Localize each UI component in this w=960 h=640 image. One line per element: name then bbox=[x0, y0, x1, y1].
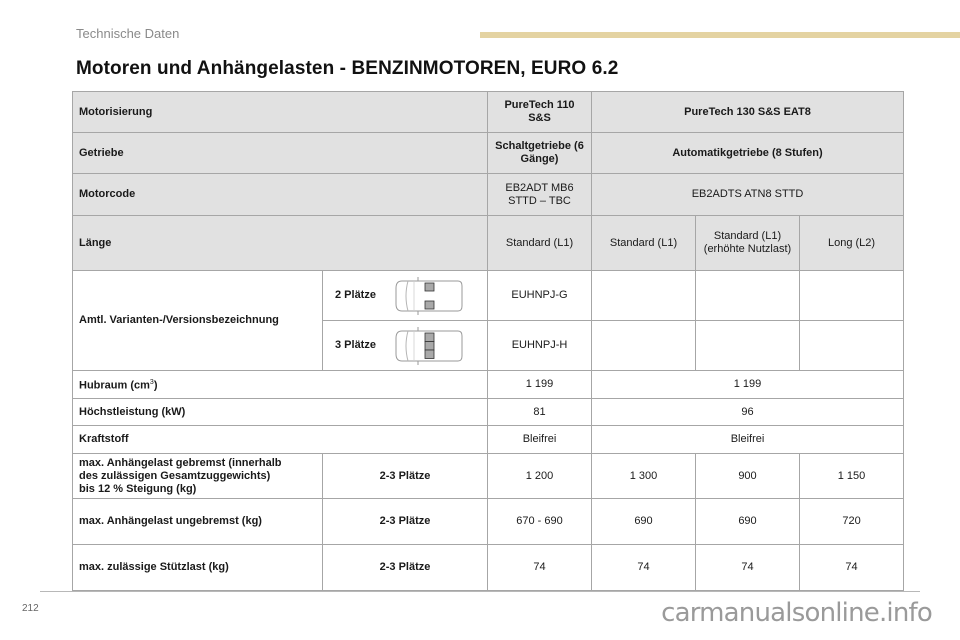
table-row-kraftstoff bbox=[73, 426, 904, 454]
cell-ungebremst-2: 690 bbox=[592, 499, 696, 545]
cell-ungebremst-3: 690 bbox=[696, 499, 800, 545]
header-accent-bar bbox=[480, 32, 960, 38]
cell-gebremst-3: 900 bbox=[696, 454, 800, 499]
cell-kraftstoff-2: Bleifrei bbox=[592, 426, 904, 454]
seat-config-cell bbox=[323, 271, 488, 321]
seat-label: 2 Plätze bbox=[335, 289, 376, 301]
table-row-getriebe bbox=[73, 133, 904, 174]
table-row-variante-2 bbox=[73, 271, 904, 321]
cell-hubraum-2: 1 199 bbox=[592, 371, 904, 399]
van-3-seats-icon bbox=[394, 326, 464, 366]
cell-stuetzlast-4: 74 bbox=[800, 545, 904, 591]
table-row-hubraum bbox=[73, 371, 904, 399]
cell-empty bbox=[800, 271, 904, 321]
cell-empty bbox=[696, 321, 800, 371]
page-number: 212 bbox=[22, 603, 39, 614]
row-label: max. zulässige Stützlast (kg) bbox=[73, 545, 323, 591]
cell-variante-h: EUHNPJ-H bbox=[488, 321, 592, 371]
cell-puretech-110: PureTech 110 S&S bbox=[488, 92, 592, 133]
footer-divider bbox=[40, 591, 920, 592]
row-label: Hubraum $(cm^3)$ bbox=[73, 371, 488, 399]
laenge-3-line1: Standard (L1) bbox=[713, 230, 782, 242]
seat-config-cell bbox=[323, 321, 488, 371]
cell-stuetzlast-3: 74 bbox=[696, 545, 800, 591]
seat-label: 3 Plätze bbox=[335, 339, 376, 351]
table-row-leistung bbox=[73, 399, 904, 426]
cell-motorcode-1 bbox=[488, 174, 592, 216]
cell-automatikgetriebe: Automatikgetriebe (8 Stufen) bbox=[592, 133, 904, 174]
cell-gebremst-1: 1 200 bbox=[488, 454, 592, 499]
cell-variante-g: EUHNPJ-G bbox=[488, 271, 592, 321]
cell-puretech-130: PureTech 130 S&S EAT8 bbox=[592, 92, 904, 133]
cell-gebremst-2: 1 300 bbox=[592, 454, 696, 499]
cell-ungebremst-4: 720 bbox=[800, 499, 904, 545]
seat-label: 2-3 Plätze bbox=[323, 454, 488, 499]
cell-leistung-2: 96 bbox=[592, 399, 904, 426]
table-row-ungebremst bbox=[73, 499, 904, 545]
cell-stuetzlast-1: 74 bbox=[488, 545, 592, 591]
cell-empty bbox=[592, 271, 696, 321]
cell-hubraum-1: 1 199 bbox=[488, 371, 592, 399]
cell-motorcode-2: EB2ADTS ATN8 STTD bbox=[592, 174, 904, 216]
motorcode-line1: EB2ADT MB6 bbox=[505, 181, 574, 194]
cell-stuetzlast-2: 74 bbox=[592, 545, 696, 591]
row-label: Kraftstoff bbox=[73, 426, 488, 454]
cell-laenge-4: Long (L2) bbox=[800, 216, 904, 271]
row-label: max. Anhängelast gebremst (innerhalb des zulässigen Gesamtzuggewichts) bis 12 % Steigung (kg) bbox=[73, 454, 323, 499]
row-label: Motorisierung bbox=[73, 92, 488, 133]
cell-laenge-3 bbox=[696, 216, 800, 271]
cell-empty bbox=[592, 321, 696, 371]
table-row-stuetzlast bbox=[73, 545, 904, 591]
cell-empty bbox=[800, 321, 904, 371]
motorcode-line2: STTD – TBC bbox=[508, 194, 571, 207]
cell-empty bbox=[696, 271, 800, 321]
table-row-motorisierung bbox=[73, 92, 904, 133]
row-label: Höchstleistung (kW) bbox=[73, 399, 488, 426]
cell-kraftstoff-1: Bleifrei bbox=[488, 426, 592, 454]
seat-label: 2-3 Plätze bbox=[323, 545, 488, 591]
cell-laenge-2: Standard (L1) bbox=[592, 216, 696, 271]
cell-laenge-1: Standard (L1) bbox=[488, 216, 592, 271]
cell-gebremst-4: 1 150 bbox=[800, 454, 904, 499]
row-label: Motorcode bbox=[73, 174, 488, 216]
page-title: Motoren und Anhängelasten - BENZINMOTOREN, EURO 6.2 bbox=[76, 58, 619, 79]
row-label: Länge bbox=[73, 216, 488, 271]
laenge-3-line2: (erhöhte Nutzlast) bbox=[703, 243, 792, 255]
cell-leistung-1: 81 bbox=[488, 399, 592, 426]
row-label: max. Anhängelast ungebremst (kg) bbox=[73, 499, 323, 545]
table-row-gebremst bbox=[73, 454, 904, 499]
watermark: carmanualsonline.info bbox=[661, 598, 932, 628]
cell-ungebremst-1: 670 - 690 bbox=[488, 499, 592, 545]
van-2-seats-icon bbox=[394, 276, 464, 316]
seat-label: 2-3 Plätze bbox=[323, 499, 488, 545]
engine-spec-table bbox=[72, 91, 904, 591]
table-row-motorcode bbox=[73, 174, 904, 216]
cell-schaltgetriebe: Schaltgetriebe (6 Gänge) bbox=[488, 133, 592, 174]
table-row-laenge bbox=[73, 216, 904, 271]
section-label: Technische Daten bbox=[76, 26, 180, 41]
row-label: Amtl. Varianten-/Versionsbezeichnung bbox=[73, 271, 323, 371]
row-label: Getriebe bbox=[73, 133, 488, 174]
